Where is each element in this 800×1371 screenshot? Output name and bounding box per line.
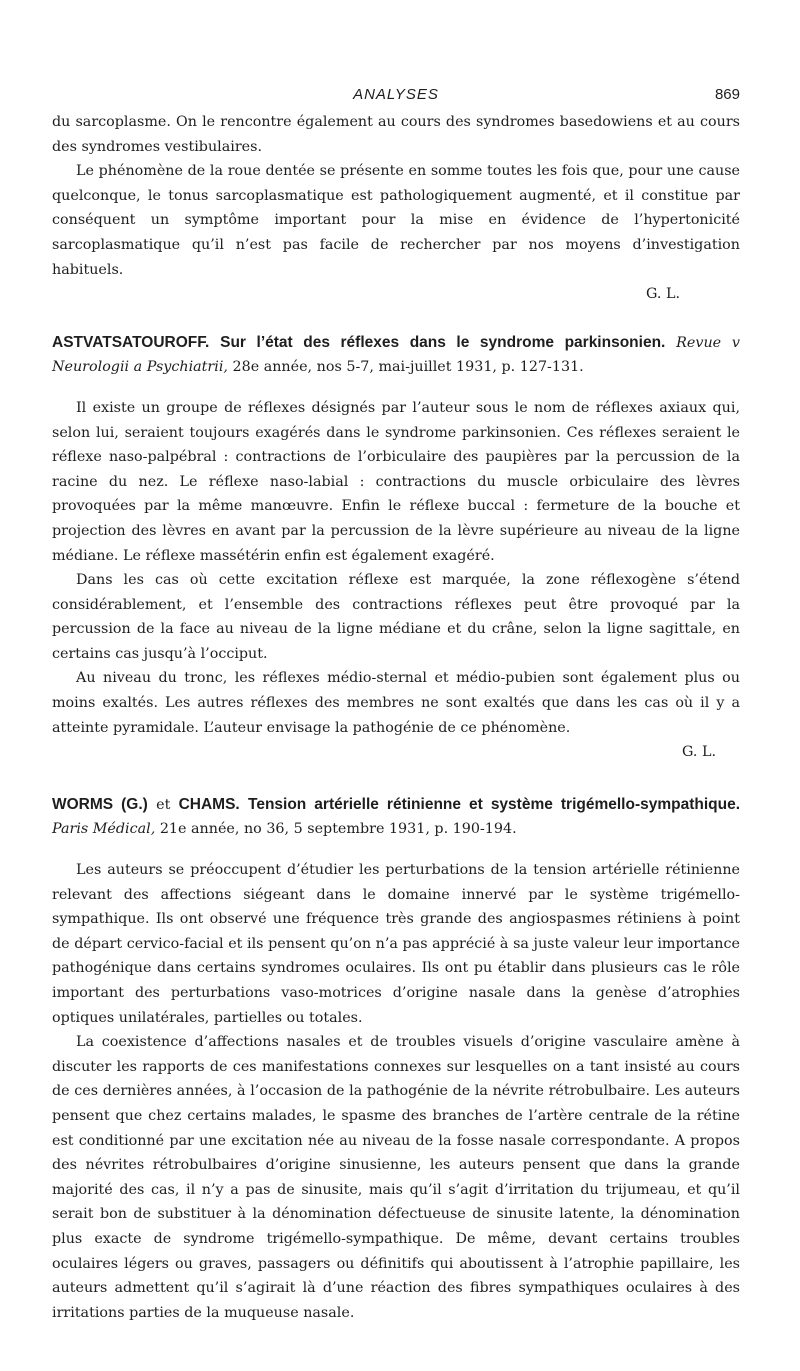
intro-section bbox=[52, 110, 740, 307]
entry1-paragraph-3: Au niveau du tronc, les réflexes médio-sternal et médio-pubien sont également plus ou moins exaltés. Les autres réflexes des membres ne sont exaltés que dans les cas où il y a atteinte pyramidale. L’auteur envisage la pathogénie de ce phénomène. bbox=[52, 670, 740, 736]
intro-paragraph-2: Le phénomène de la roue dentée se présente en somme toutes les fois que, pour une cause quelconque, le tonus sarcoplasmatique est pathologiquement augmenté, et il constitue par conséquent un symptôme important pour la mise en évidence de l’hypertonicité sarcoplasmatique qu’il n’est pas facile de rechercher par nos moyens d’investigation habituels. bbox=[52, 163, 740, 278]
entry1-paragraph-1: Il existe un groupe de réflexes désignés par l’auteur sous le nom de réflexes axiaux qui, selon lui, seraient toujours exagérés dans le syndrome parkinsonien. Ces réflexes seraient le réflexe naso-palpébral : contractions de l’orbiculaire des paupières par la percussion de la racine du nez. Le réflexe naso-labial : contractions du muscle orbiculaire des lèvres provoquées par la même manœuvre. Enfin le réflexe buccal : fermeture de la bouche et projection des lèvres en avant par la percussion de la lèvre supérieure au niveau de la ligne médiane. Le réflexe massétérin enfin est également exagéré. bbox=[52, 399, 740, 564]
running-head bbox=[52, 0, 740, 110]
entry-worms-chams bbox=[52, 793, 740, 1325]
intro-paragraph-1: du sarcoplasme. On le rencontre également au cours des syndromes basedowiens et au cours des syndromes vestibulaires. bbox=[52, 114, 740, 155]
entry2-title: Tension artérielle rétinienne et système trigémello-sympathique. bbox=[248, 795, 741, 813]
entry2-authors-b: CHAMS. bbox=[178, 795, 240, 813]
entry2-citation: 21e année, no 36, 5 septembre 1931, p. 190-194. bbox=[159, 821, 517, 838]
entry-astvatsatouroff bbox=[52, 331, 740, 765]
entry2-heading bbox=[52, 793, 740, 842]
entry2-paragraph-1: Les auteurs se préoccupent d’étudier les perturbations de la tension artérielle rétinienne relevant des affections siégeant dans le domaine innervé par le système trigémello-sympathique. Ils ont observé une fréquence très grande des angiospasmes rétiniens à point de départ cervico-facial et ils pensent qu’on n’a pas apprécié à sa juste valeur leur importance pathogénique dans certains syndromes oculaires. Ils ont pu établir dans plusieurs cas le rôle important des perturbations vaso-motrices d’origine nasale dans la genèse d’atrophies optiques unilatérales, partielles ou totales. bbox=[52, 862, 740, 1026]
entry2-paragraph-2: La coexistence d’affections nasales et de troubles visuels d’origine vasculaire amène à discuter les rapports de ces manifestations connexes sur lesquelles on a tant insisté au cours de ces dernières années, à l’occasion de la pathogénie de la névrite rétrobulbaire. Les auteurs pensent que chez certains malades, le spasme des branches de l’artère centrale de la rétine est conditionné par une excitation née au niveau de la fosse nasale correspondante. A propos des névrites rétrobulbaires d’origine sinusienne, les auteurs pensent que dans la grande majorité des cas, il n’y a pas de sinusite, mais qu’il s’agit d’irritation du trijumeau, et qu’il serait bon de substituer à la dénomination défectueuse de sinusite latente, la dénomination plus exacte de syndrome trigémello-sympathique. De même, devant certains troubles oculaires légers ou graves, passagers ou définitifs qui aboutissent à l’atrophie papillaire, les auteurs admettent qu’il s’agirait là d’une réaction des fibres sympathiques oculaires à des irritations parties de la muqueuse nasale. bbox=[52, 1034, 740, 1321]
entry1-paragraph-2: Dans les cas où cette excitation réflexe est marquée, la zone réflexogène s’étend considérablement, et l’ensemble des contractions réflexes peut être provoqué par la percussion de la face au niveau de la ligne médiane et du crâne, selon la ligne sagittale, en certains cas jusqu’à l’occiput. bbox=[52, 572, 740, 662]
entry1-journal: Revue v Neurologii a Psychiatrii, bbox=[52, 334, 741, 376]
entry2-authors-a: WORMS (G.) bbox=[52, 795, 148, 813]
entry1-signature: G. L. bbox=[681, 744, 716, 761]
entry1-title: Sur l’état des réflexes dans le syndrome parkinsonien. bbox=[220, 333, 666, 351]
page-number: 869 bbox=[714, 86, 740, 103]
entry1-author: ASTVATSATOUROFF. bbox=[52, 333, 210, 351]
entry1-heading bbox=[52, 331, 740, 380]
page bbox=[52, 0, 740, 1325]
entry2-journal: Paris Médical, bbox=[52, 821, 156, 838]
running-title: ANALYSES bbox=[353, 86, 439, 103]
entry2-connector: et bbox=[156, 796, 171, 813]
entry1-citation: 28e année, nos 5-7, mai-juillet 1931, p. 127-131. bbox=[232, 359, 584, 376]
intro-signature: G. L. bbox=[645, 286, 680, 303]
